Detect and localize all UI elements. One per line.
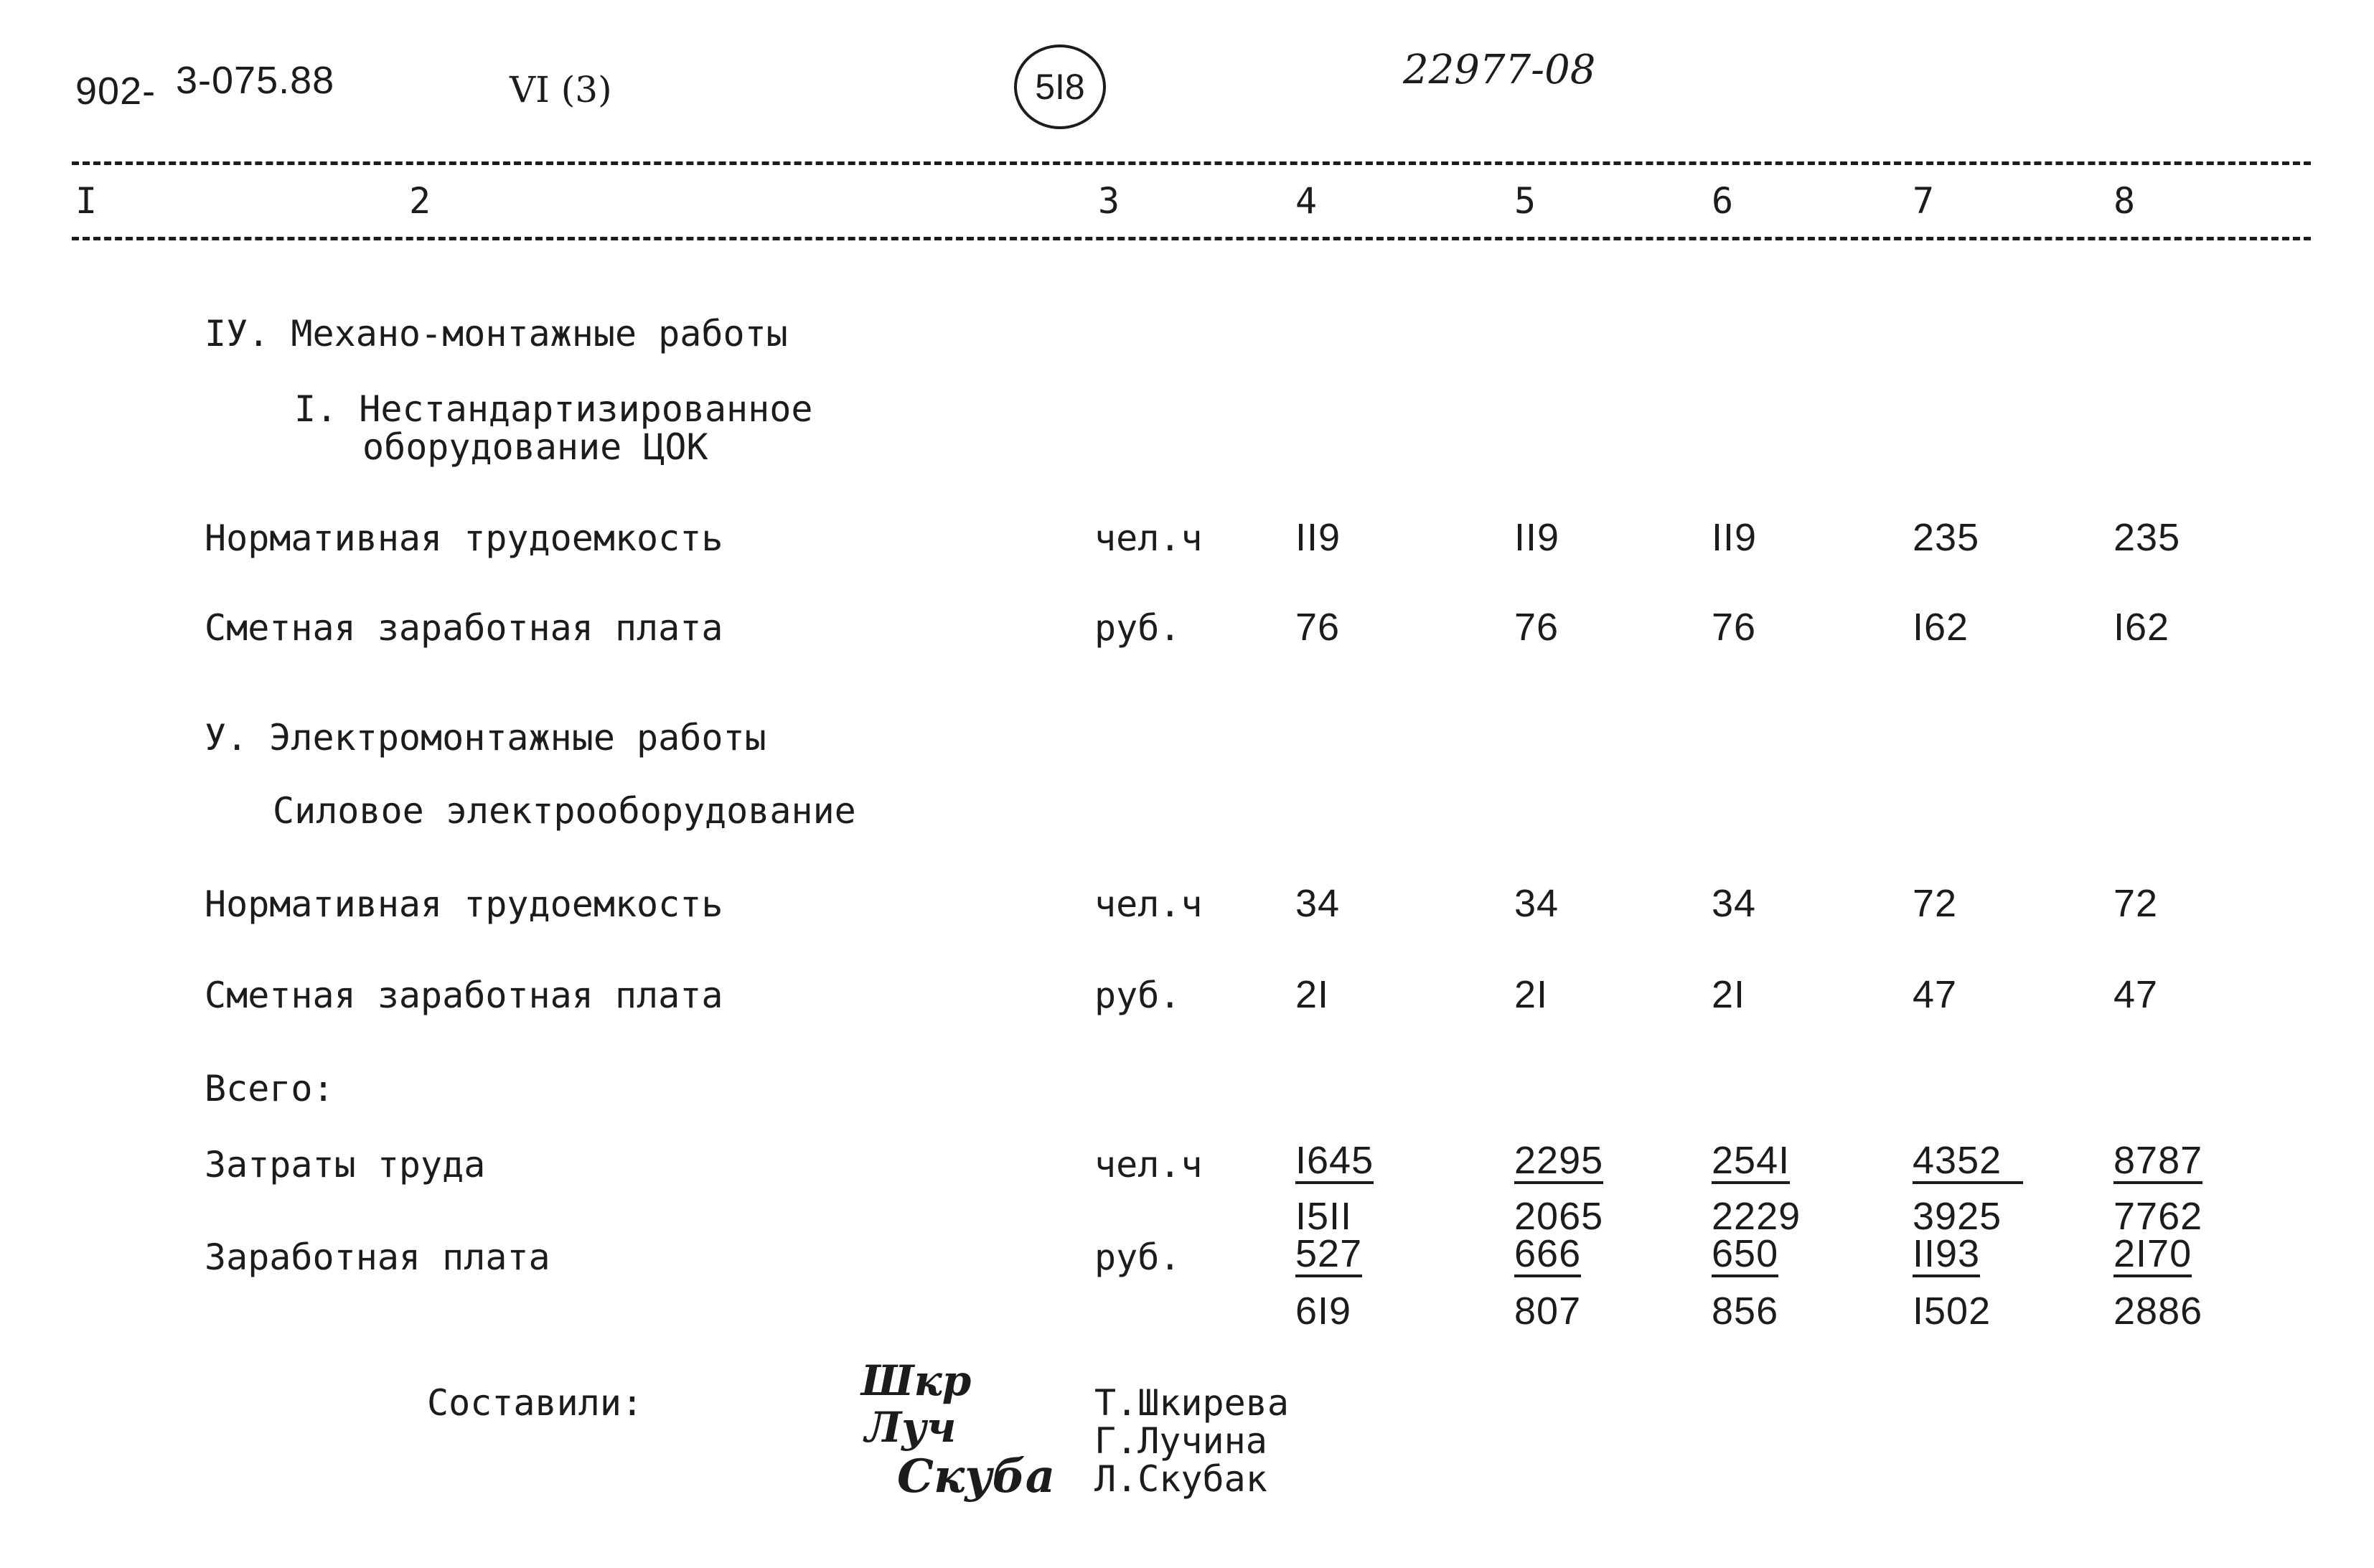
wages-top-v7: II93 [1913,1234,1980,1277]
section-mech-sub-2: оборудование ЦОК [362,426,708,468]
header-rule-top [72,161,2311,165]
col-6: 6 [1712,180,1734,222]
wages-bottom-v7: I502 [1913,1290,1991,1333]
archive-number: 22977-08 [1403,47,1596,93]
section-mech-sub-1: I. Нестандартизированное [294,388,813,430]
signature-3: Скуба [897,1450,1056,1503]
compiler-name-2: Г.Лучина [1094,1420,1267,1462]
labor-top-v4: I645 [1295,1141,1374,1184]
compiler-name-1: Т.Шкирева [1094,1382,1289,1424]
labor-unit: чел.ч [1094,1144,1203,1186]
elec-row-2-v6: 2I [1712,973,1746,1016]
elec-row-2-v8: 47 [2113,973,2159,1016]
mech-row-1-v5: II9 [1514,516,1560,559]
signature-2: Луч [865,1403,957,1452]
elec-row-1-v7: 72 [1913,882,1958,925]
wages-bottom-v6: 856 [1712,1290,1779,1333]
elec-row-1-unit: чел.ч [1094,883,1203,925]
elec-row-1-v8: 72 [2113,882,2159,925]
elec-row-2-unit: руб. [1094,975,1181,1016]
mech-row-2-label: Сметная заработная плата [205,607,723,649]
mech-row-2-v6: 76 [1712,606,1757,649]
project-code: 3-075.88 [176,59,335,102]
elec-row-1-v4: 34 [1295,882,1341,925]
wages-bottom-v5: 807 [1514,1290,1582,1333]
mech-row-1-label: Нормативная трудоемкость [205,517,723,559]
mech-row-1-v6: II9 [1712,516,1758,559]
labor-bottom-v6: 2229 [1712,1195,1801,1238]
page-number-stamp [1014,44,1106,129]
project-code-prefix: 902- [75,70,156,113]
compiled-label: Составили: [427,1382,644,1424]
labor-bottom-v8: 7762 [2113,1195,2203,1238]
wages-top-v6: 650 [1712,1234,1778,1277]
wages-top-v5: 666 [1514,1234,1581,1277]
wages-bottom-v8: 2886 [2113,1290,2203,1333]
labor-bottom-v4: I5II [1295,1195,1353,1238]
section-elec-sub: Силовое электрооборудование [273,790,856,832]
elec-row-2-v4: 2I [1295,973,1330,1016]
elec-row-1-v6: 34 [1712,882,1757,925]
totals-title: Всего: [205,1068,334,1109]
page-number: 5I8 [1035,67,1085,107]
labor-top-v5: 2295 [1514,1141,1603,1184]
mech-row-2-v7: I62 [1913,606,1969,649]
col-8: 8 [2113,180,2136,222]
section-elec-title: У. Электромонтажные работы [205,717,766,759]
mech-row-2-v4: 76 [1295,606,1341,649]
compiler-name-3: Л.Скубак [1094,1458,1267,1500]
labor-top-v6: 254I [1712,1141,1790,1184]
elec-row-1-label: Нормативная трудоемкость [205,883,723,925]
labor-bottom-v5: 2065 [1514,1195,1604,1238]
elec-row-1-v5: 34 [1514,882,1559,925]
mech-row-1-v4: II9 [1295,516,1341,559]
wages-unit: руб. [1094,1236,1181,1278]
labor-top-v7: 4352 [1913,1141,2023,1184]
wages-top-v4: 527 [1295,1234,1362,1277]
mech-row-1-unit: чел.ч [1094,517,1203,559]
mech-row-1-v7: 235 [1913,516,1980,559]
mech-row-2-unit: руб. [1094,607,1181,649]
volume-label: VI (3) [510,69,612,111]
section-mech-title: IУ. Механо-монтажные работы [205,313,788,355]
wages-bottom-v4: 6I9 [1295,1290,1352,1333]
wages-top-v8: 2I70 [2113,1234,2192,1277]
header-rule-bottom [72,237,2311,240]
col-5: 5 [1514,180,1536,222]
labor-bottom-v7: 3925 [1913,1195,2002,1238]
col-2: 2 [409,180,431,222]
col-1: I [75,180,98,222]
col-4: 4 [1295,180,1318,222]
col-7: 7 [1913,180,1935,222]
wages-label: Заработная плата [205,1236,550,1278]
elec-row-2-v5: 2I [1514,973,1549,1016]
mech-row-2-v8: I62 [2113,606,2170,649]
mech-row-1-v8: 235 [2113,516,2181,559]
labor-label: Затраты труда [205,1144,486,1186]
signature-1: Шкр [861,1356,972,1405]
elec-row-2-v7: 47 [1913,973,1958,1016]
col-3: 3 [1098,180,1120,222]
elec-row-2-label: Сметная заработная плата [205,975,723,1016]
mech-row-2-v5: 76 [1514,606,1559,649]
labor-top-v8: 8787 [2113,1141,2202,1184]
